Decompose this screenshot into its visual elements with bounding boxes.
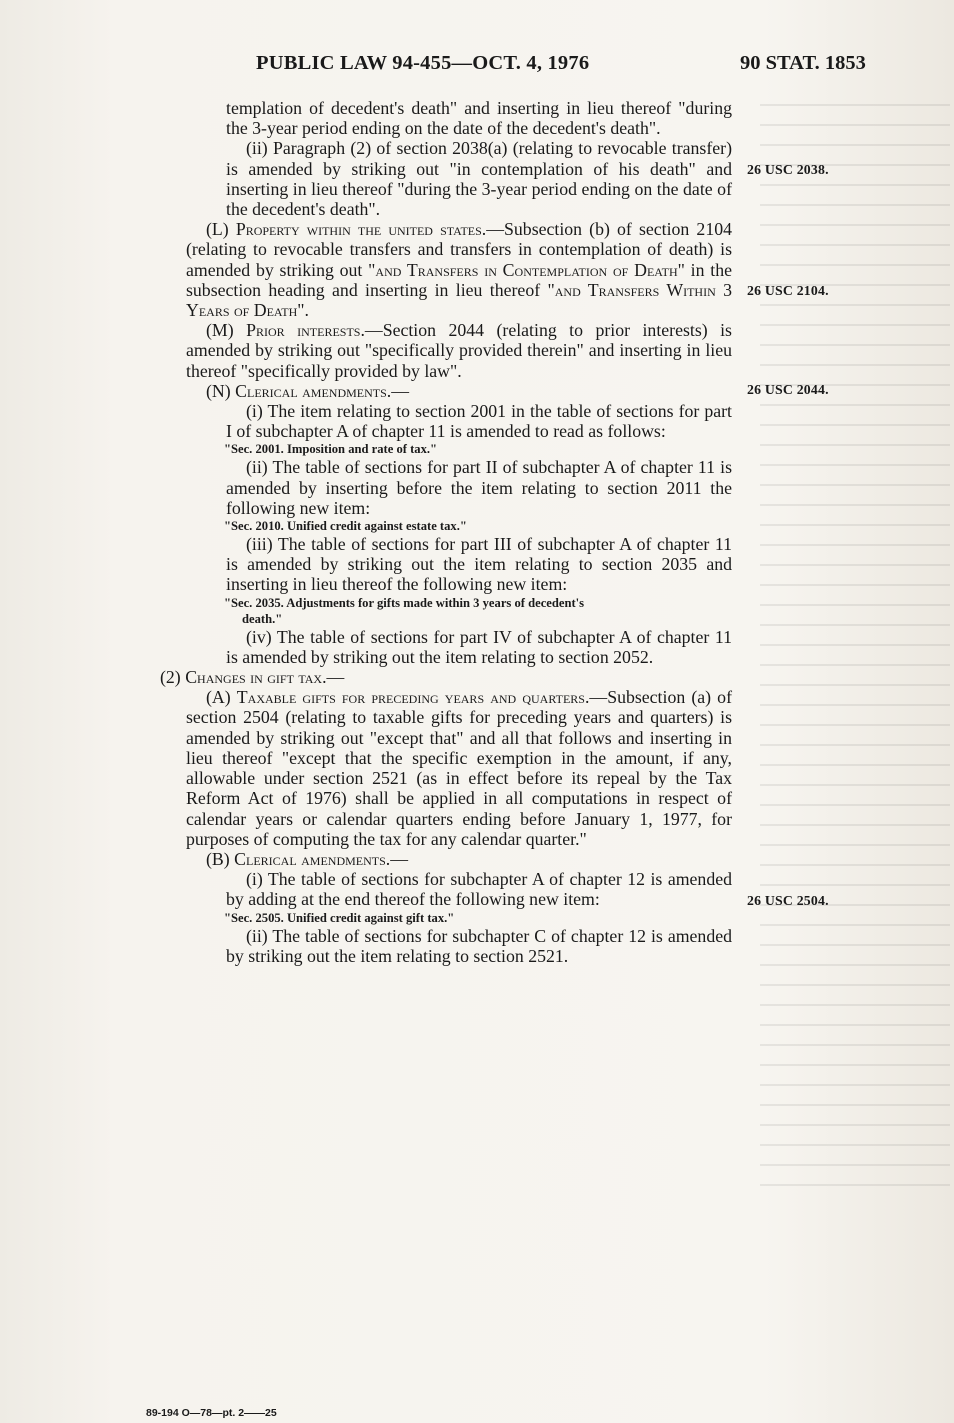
table-item-2505: "Sec. 2505. Unified credit against gift tax." <box>224 910 455 925</box>
paragraph-M: (M) Prior interests.—Section 2044 (relating to prior interests) is amended by striking out "specifically provided therein" and inserting in lieu thereof "specifically provided by law". <box>186 320 732 381</box>
paragraph-ii-2038: (ii) Paragraph (2) of section 2038(a) (relating to revocable transfer) is amended by striking out "in contemplation of his death" and inserting in lieu thereof "during the 3-year period ending on the date of the decedent's death". <box>226 138 732 220</box>
heading-changes-in-gift-tax: Changes in gift tax. <box>185 667 327 688</box>
paragraph-N: (N) Clerical amendments.— <box>206 380 410 401</box>
running-head-title: PUBLIC LAW 94-455—OCT. 4, 1976 <box>256 52 590 74</box>
heading-property-within-us: Property within the united states. <box>235 219 487 240</box>
bleed-through-shadow <box>760 90 950 1190</box>
paragraph-2: (2) Changes in gift tax.— <box>160 667 345 688</box>
paragraph-N-iv: (iv) The table of sections for part IV of subchapter A of chapter 11 is amended by striking out the item relating to section 2052. <box>226 626 732 667</box>
paragraph-N-ii: (ii) The table of sections for part II of subchapter A of chapter 11 is amended by inserting before the item relating to section 2011 the following new item: <box>226 457 732 518</box>
heading-clerical-amendments-N: Clerical amendments. <box>235 380 392 401</box>
statute-page-number: 90 STAT. 1853 <box>740 52 866 74</box>
margin-note-2104: 26 USC 2104. <box>747 283 829 298</box>
heading-prior-interests: Prior interests. <box>246 320 365 341</box>
heading-taxable-gifts: Taxable gifts for preceding years and quarters. <box>236 687 590 708</box>
margin-note-2038: 26 USC 2038. <box>747 162 829 177</box>
table-item-2035: "Sec. 2035. Adjustments for gifts made within 3 years of decedent's death." <box>224 595 585 626</box>
paragraph-B-i: (i) The table of sections for subchapter A of chapter 12 is amended by adding at the end thereof the following new item: <box>226 869 732 910</box>
paragraph-N-iii: (iii) The table of sections for part III of subchapter A of chapter 11 is amended by striking out the item relating to section 2035 and inserting in lieu thereof the following new item: <box>226 534 732 595</box>
heading-clerical-amendments-B: Clerical amendments. <box>234 848 391 869</box>
margin-note-2504: 26 USC 2504. <box>747 893 829 908</box>
statute-body <box>160 98 732 966</box>
table-item-2010: "Sec. 2010. Unified credit against estate tax." <box>224 519 467 534</box>
paragraph-A: (A) Taxable gifts for preceding years and quarters.—Subsection (a) of section 2504 (relating to taxable gifts for preceding years and quarters) is amended by striking out "except that" and all that follows and inserting in lieu thereof "except that the specific exemption in the amount, if any, allowable under section 2521 (as in effect before its repeal by the Tax Reform Act of 1976) shall be applied in all computations in respect of calendar years or calendar quarters ending before January 1, 1977, for purposes of computing the tax for any calendar quarter." <box>186 687 732 849</box>
paragraph-L: (L) Property within the united states.—Subsection (b) of section 2104 (relating to revocable transfers and transfers in contemplation of death) is amended by striking out "and Transfers in Contemplation of Death" in the subsection heading and inserting in lieu thereof "and Transfers Within 3 Years of Death". <box>186 219 732 321</box>
margin-note-2044: 26 USC 2044. <box>747 382 829 397</box>
printer-code-footer: 89-194 O—78—pt. 2——25 <box>146 1407 277 1419</box>
paragraph-continuation: templation of decedent's death" and inserting in lieu thereof "during the 3-year period ending on the date of the decedent's death". <box>226 98 732 139</box>
paragraph-B-ii: (ii) The table of sections for subchapter C of chapter 12 is amended by striking out the item relating to section 2521. <box>226 925 732 966</box>
table-item-2001: "Sec. 2001. Imposition and rate of tax." <box>224 442 438 457</box>
paragraph-N-i: (i) The item relating to section 2001 in the table of sections for part I of subchapter A of chapter 11 is amended to read as follows: <box>226 401 732 442</box>
paragraph-B: (B) Clerical amendments.— <box>206 848 409 869</box>
page-header <box>0 52 954 82</box>
